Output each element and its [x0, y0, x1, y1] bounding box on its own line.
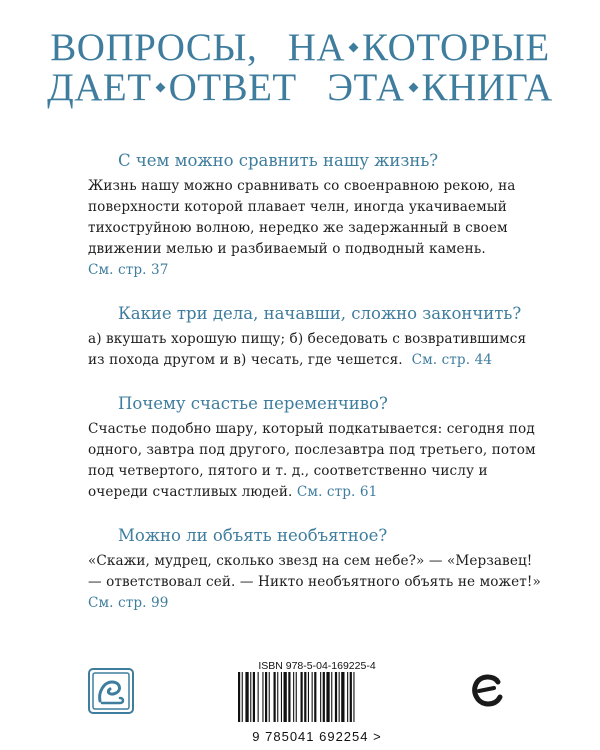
title-word: КНИГА: [421, 66, 553, 109]
qa-item: [88, 150, 543, 281]
question: Какие три дела, начавши, сложно закончить?: [118, 304, 522, 323]
question: С чем можно сравнить нашу жизнь?: [118, 151, 439, 170]
title-word: НА: [287, 26, 346, 69]
qa-list: [88, 150, 543, 636]
answer: [88, 419, 543, 503]
title-word: ДАЕТ: [47, 66, 152, 109]
barcode: [232, 660, 402, 742]
eksmo-e-logo-icon: [470, 672, 504, 708]
title-line-1: [0, 28, 600, 68]
barcode-number: 9 785041 692254 >: [252, 729, 382, 744]
qa-item: [88, 393, 543, 503]
answer-text: «Скажи, мудрец, сколько звезд на сем небе?» — «Мерзавец! — ответствовал сей. — Никто необъятного объять не может!»: [88, 553, 541, 590]
question: Почему счастье переменчиво?: [118, 394, 388, 413]
diamond-separator-icon: [155, 82, 165, 92]
answer-text: а) вкушать хорошую пищу; б) беседовать с возвратившимся из похода другом и в) чесать, где чешется.: [88, 331, 527, 368]
title-word: КОТОРЫЕ: [362, 26, 550, 69]
title-word: ВОПРОСЫ,: [50, 26, 258, 69]
isbn-text: ISBN 978-5-04-169225-4: [258, 660, 376, 672]
question: Можно ли объять необъятное?: [118, 526, 388, 545]
barcode-bars: [232, 672, 402, 724]
answer-text: Жизнь нашу можно сравнивать со своенравною рекою, на поверхности которой плавает челн, иногда укачиваемый тихоструйною волною, нередко же задержанный в своем движении мелью и разбиваемый о подводный камень.: [88, 178, 516, 257]
answer: [88, 551, 543, 614]
title-word: ЭТА: [327, 66, 405, 109]
diamond-separator-icon: [408, 82, 418, 92]
page-reference: См. стр. 44: [411, 352, 493, 368]
title-word: ОТВЕТ: [168, 66, 297, 109]
answer: [88, 329, 543, 371]
book-title: [0, 28, 600, 108]
diamond-separator-icon: [349, 42, 359, 52]
qa-item: [88, 303, 543, 371]
title-line-2: [0, 68, 600, 108]
page-reference: См. стр. 99: [88, 595, 169, 611]
page-reference: См. стр. 37: [88, 262, 169, 278]
answer-text: Счастье подобно шару, который подкатывается: сегодня под одного, завтра под другого, послезавтра под третьего, потом под четвертого, пятого и т. д., соответственно числу и очереди счастливых людей.: [88, 421, 536, 500]
qa-item: [88, 525, 543, 614]
answer: [88, 176, 543, 281]
book-series-logo-icon: [88, 668, 134, 714]
page-reference: См. стр. 61: [296, 484, 378, 500]
